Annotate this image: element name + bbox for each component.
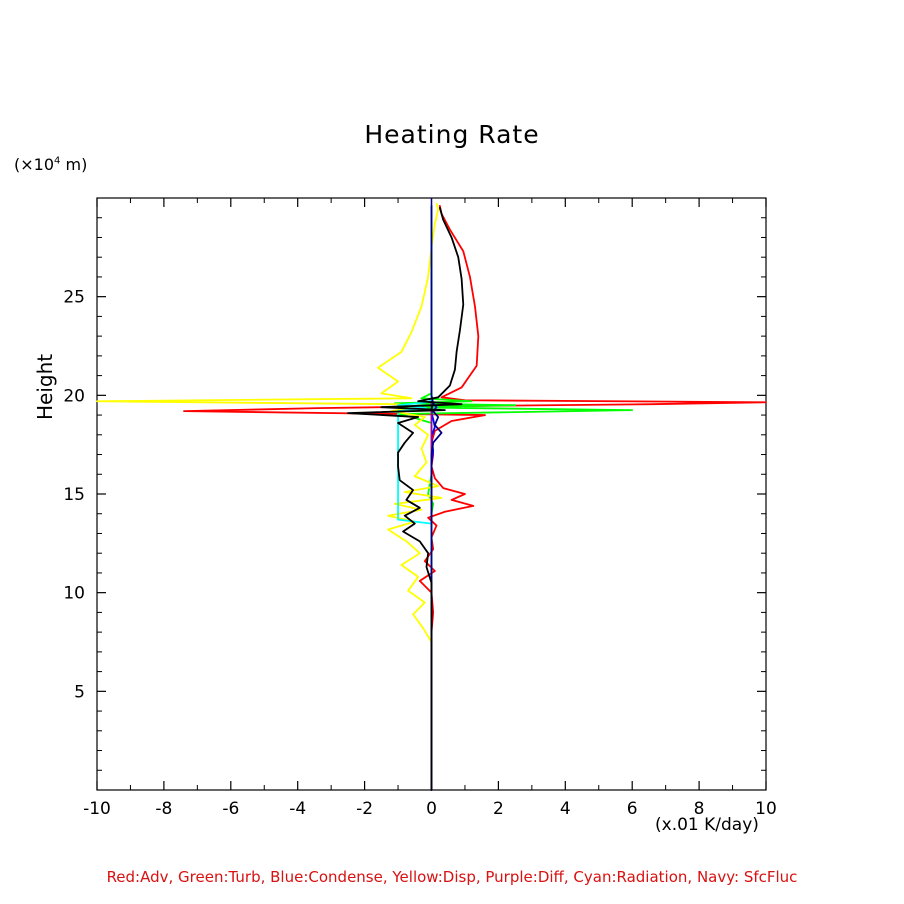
x-tick-label: 8: [693, 799, 705, 819]
x-tick-label: -10: [83, 799, 111, 819]
y-axis-unit-suffix: m): [60, 155, 88, 174]
series-line-adv: [184, 206, 766, 790]
x-tick-label: -2: [356, 799, 374, 819]
series-line-turb: [395, 206, 633, 790]
x-tick-label: 0: [426, 799, 437, 819]
y-tick-label: 10: [63, 583, 85, 604]
x-tick-label: -6: [222, 799, 240, 819]
x-axis-label: (x.01 K/day): [655, 815, 759, 835]
y-axis-unit-prefix: (×10: [14, 155, 55, 174]
x-tick-label: -8: [155, 799, 173, 819]
x-tick-label: 4: [559, 799, 571, 819]
page-title: Heating Rate: [364, 120, 540, 149]
series-layer: [97, 204, 766, 790]
y-axis-label: Height: [33, 353, 57, 420]
x-tick-label: 10: [755, 799, 777, 819]
legend-caption: Red:Adv, Green:Turb, Blue:Condense, Yellow:Disp, Purple:Diff, Cyan:Radiation, Navy: SfcFluc: [106, 868, 798, 886]
y-axis-unit-exponent: 4: [54, 155, 61, 167]
y-tick-label: 15: [63, 485, 85, 505]
y-tick-label: 20: [63, 386, 85, 407]
x-tick-label: -4: [289, 799, 307, 819]
x-tick-label: 6: [626, 799, 638, 819]
series-line-disp: [97, 204, 442, 790]
y-tick-label: 25: [63, 287, 85, 308]
series-line-black: [348, 208, 463, 790]
y-tick-label: 5: [74, 682, 85, 703]
series-line-radiation: [398, 206, 431, 790]
x-tick-label: 2: [492, 799, 504, 819]
